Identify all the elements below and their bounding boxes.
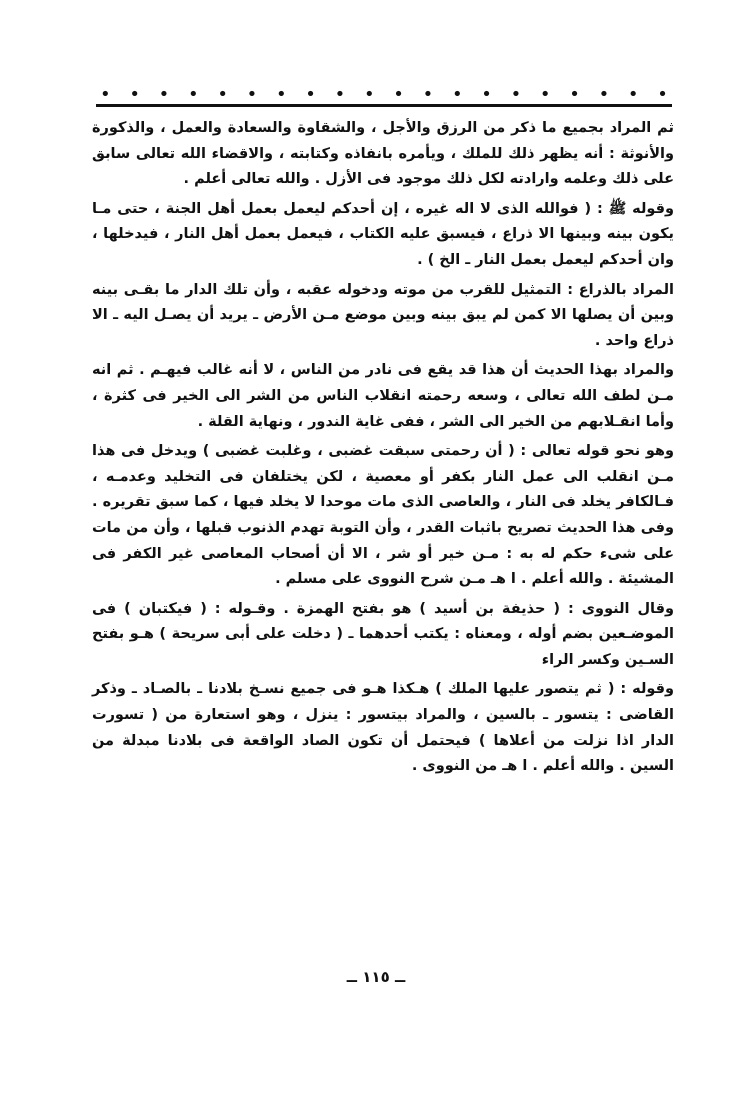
ornament-dot: • [129, 84, 140, 105]
ornament-dot: • [334, 84, 346, 105]
ornament-dot: • [598, 84, 610, 105]
ornament-dot: • [305, 84, 316, 105]
ornament-dot: • [275, 84, 287, 105]
ornament-dot: • [481, 84, 492, 105]
header-dot-ornament [100, 84, 668, 105]
ornament-dot: • [217, 84, 228, 105]
ornament-dot: • [187, 84, 199, 105]
paragraph: وقال النووى : ( حذيفة بن أسيد ) هو بفتح الهمزة . وقـوله : ( فيكتبان ) فى الموضـعين بضم أوله ، ومعناه : يكتب أحدهما ـ ( دخلت على أبى سريحة ) هـو بفتح السـين وكسر الراء [92, 600, 674, 668]
ornament-dot: • [158, 84, 170, 105]
page-number: ــ ١١٥ ــ [346, 968, 406, 986]
paragraph: وقوله : ( ثم يتصور عليها الملك ) هـكذا هـو فى جميع نسـخ بلادنا ـ بالصـاد ـ وذكر القاضى : يتسور ـ بالسين ، والمراد بيتسور : ينزل ، وهو استعارة من ( تسورت الدار اذا نزلت من أعلاها ) فيحتمل أن تكون الصاد الواقعة فى بلادنا مبدلة من السين . والله أعلم . ا هـ من النووى . [92, 681, 674, 775]
ornament-dot: • [246, 84, 258, 105]
ornament-dot: • [539, 84, 551, 105]
paragraph: والمراد بهذا الحديث أن هذا قد يقع فى نادر من الناس ، لا أنه غالب فيهـم . ثم انه مـن لطف الله تعالى ، وسعه رحمته انقلاب الناس من الشر الى الخير فى كثرة ، وأما انقـلابهم من الخير الى الشر ، ففى غاية الندور ، ونهاية القلة . [92, 362, 674, 430]
ornament-dot: • [100, 84, 111, 105]
ornament-dot: • [510, 84, 522, 105]
paragraph: ثم المراد بجميع ما ذكر من الرزق والأجل ، والشقاوة والسعادة والعمل ، والذكورة والأنوثة : أنه يظهر ذلك للملك ، ويأمره بانفاذه وكتابته ، والاقضاء الله تعالى سابق على ذلك وعلمه وارادته لكل ذلك موجود فى الأزل . والله تعالى أعلم . [92, 120, 674, 188]
body-text [92, 116, 674, 784]
header-rule [96, 104, 672, 107]
ornament-dot: • [451, 84, 463, 105]
paragraph: وهو نحو قوله تعالى : ( أن رحمتى سبقت غضبى ، وغلبت غضبى ) ويدخل فى هذا مـن انقلب الى عمل النار بكفر أو معصية ، لكن يختلفان فى التخليد وعدمـه ، فـالكافر يخلد فى النار ، والعاصى الذى مات موحدا لا يخلد فيها ، كما سبق تقريره . وفى هذا الحديث تصريح باثبات القدر ، وأن التوبة تهدم الذنوب قبلها ، وأن من مات على شىء حكم له به : مـن خير أو شر ، الا أن أصحاب المعاصى غير الكفر فى المشيئة . والله أعلم . ا هـ مـن شرح النووى على مسلم . [92, 443, 674, 588]
paragraph: المراد بالذراع : التمثيل للقرب من موته ودخوله عقبه ، وأن تلك الدار ما بقـى بينه وبين أن يصلها الا كمن لم يبق بينه وبين موضع مـن الأرض ـ يريد أن يصـل اليه ـ الا ذراع واحد . [92, 281, 674, 349]
ornament-dot: • [627, 84, 639, 105]
ornament-dot: • [393, 84, 404, 105]
ornament-dot: • [569, 84, 580, 105]
ornament-dot: • [422, 84, 434, 105]
ornament-dot: • [363, 84, 375, 105]
paragraph: وقوله ﷺ : ( فوالله الذى لا اله غيره ، إن أحدكم ليعمل بعمل أهل الجنة ، حتى مـا يكون بينه وبينها الا ذراع ، فيسبق عليه الكتاب ، فيعمل بعمل أهل النار ، فيدخلها ، وان أحدكم ليعمل بعمل النار ـ الخ ) . [92, 200, 674, 268]
ornament-dot: • [657, 84, 668, 105]
